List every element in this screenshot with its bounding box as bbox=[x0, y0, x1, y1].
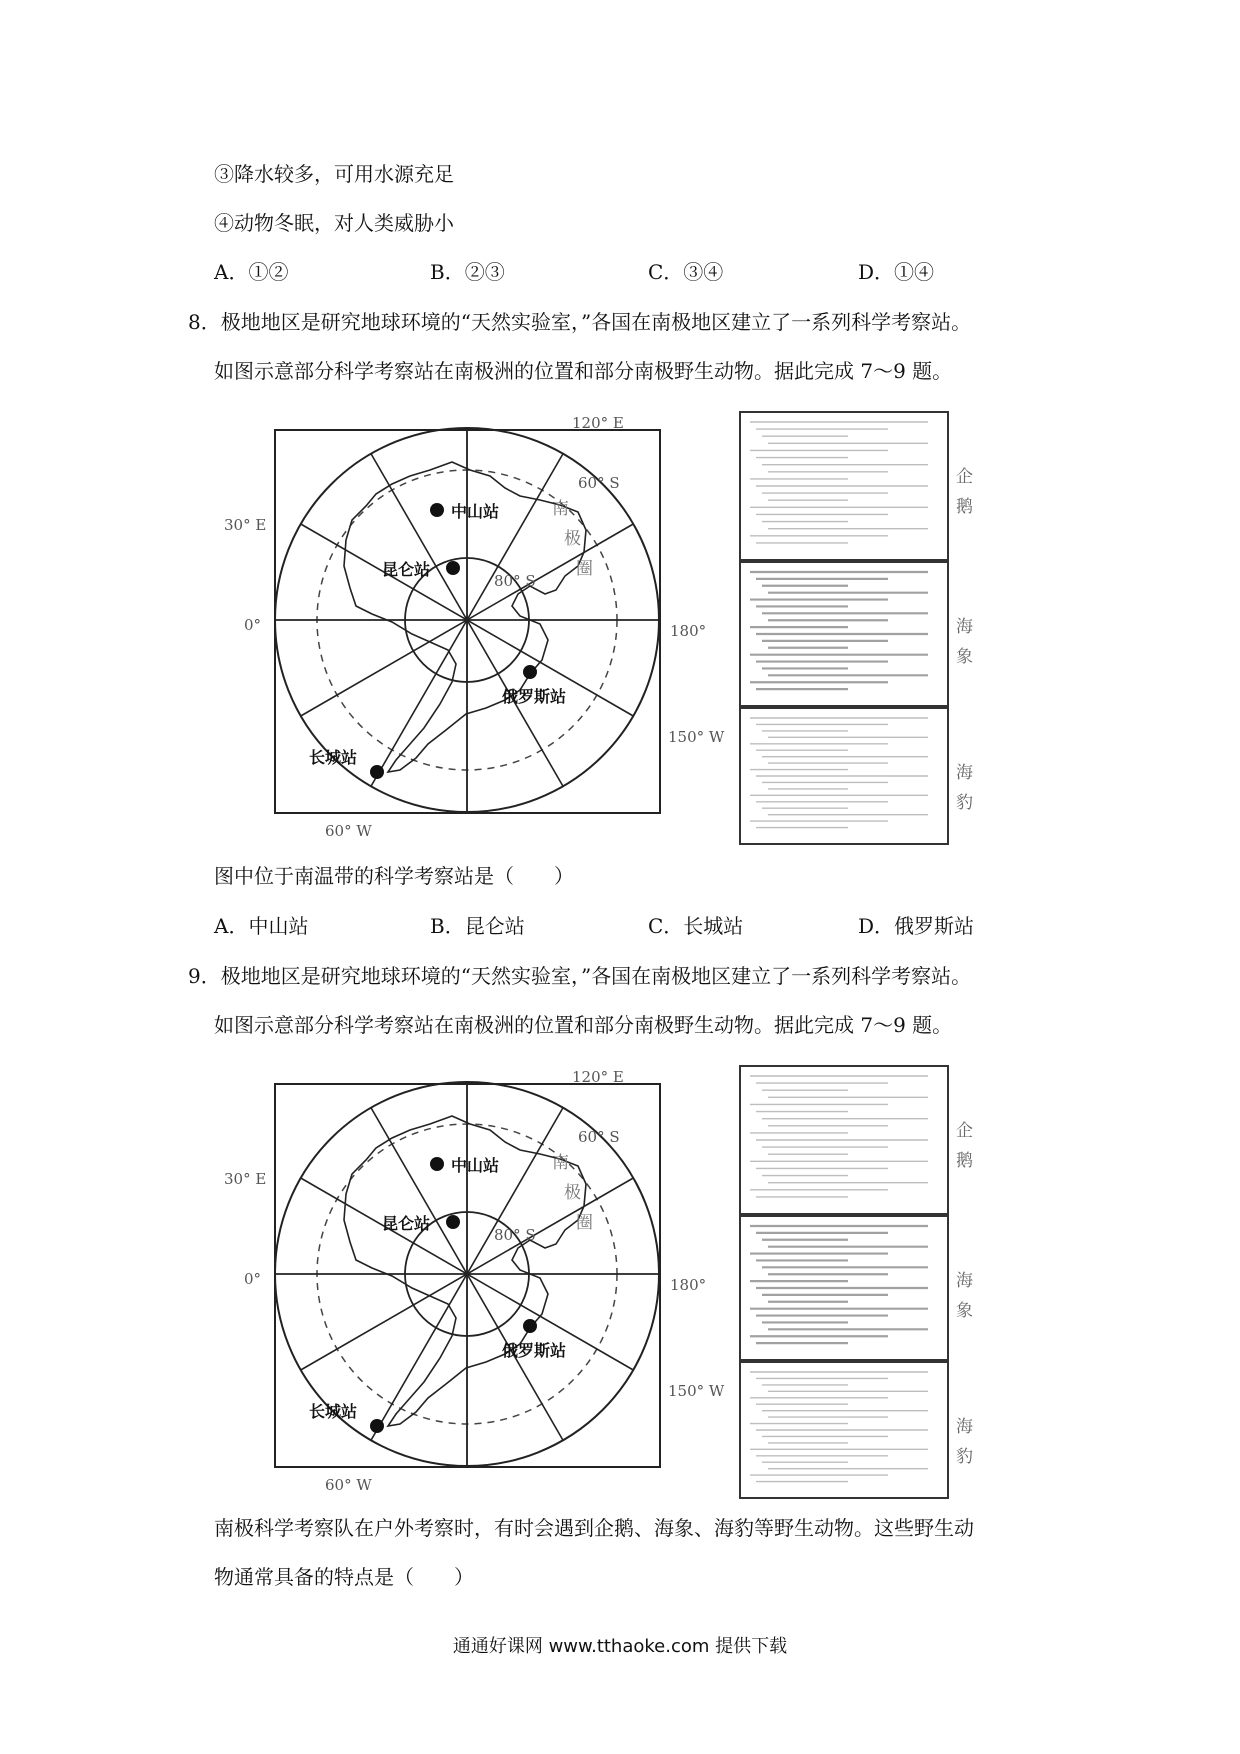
antarctic-circle-label-char: 南 bbox=[552, 1153, 569, 1173]
q8-stem-line1: 8．极地地区是研究地球环境的“天然实验室，”各国在南极地区建立了一系列科学考察站。 bbox=[188, 310, 972, 334]
lon-label-1: 30° E bbox=[224, 1170, 267, 1188]
q9-question-line2: 物通常具备的特点是（ ） bbox=[214, 1565, 474, 1589]
station-dot bbox=[523, 665, 537, 679]
antarctic-circle-label-char: 圈 bbox=[576, 559, 593, 579]
footer: 通通好课网 www.tthaoke.com 提供下载 bbox=[452, 1636, 788, 1657]
station-dot bbox=[446, 561, 460, 575]
q8-choice-d: D．俄罗斯站 bbox=[858, 914, 975, 938]
station-dot bbox=[370, 1419, 384, 1433]
station-label-0: 中山站 bbox=[451, 502, 500, 521]
q8-question: 图中位于南温带的科学考察站是（ ） bbox=[214, 864, 574, 888]
lon-label-5: 60° W bbox=[325, 1476, 372, 1494]
animal-label-char: 海 bbox=[956, 1271, 973, 1291]
station-dot bbox=[430, 503, 444, 517]
q8-choice-c: C．长城站 bbox=[648, 914, 744, 938]
station-label-1: 昆仑站 bbox=[382, 1214, 431, 1233]
animal-label-char: 豹 bbox=[956, 1447, 973, 1467]
animal-label-char: 豹 bbox=[956, 793, 973, 813]
lon-label-1: 30° E bbox=[224, 516, 267, 534]
antarctic-circle-label-char: 极 bbox=[564, 1183, 581, 1203]
choice-a: A．①② bbox=[214, 260, 289, 284]
choice-d: D．①④ bbox=[858, 260, 935, 284]
animal-label-char: 象 bbox=[956, 647, 973, 667]
animal-label-char: 海 bbox=[956, 763, 973, 783]
animal-label-char: 海 bbox=[956, 617, 973, 637]
option-item-4: ④动物冬眠，对人类威胁小 bbox=[214, 211, 454, 235]
animal-label-char: 鹅 bbox=[956, 497, 973, 517]
lon-label-3: 180° bbox=[670, 1276, 707, 1294]
animal-label-char: 企 bbox=[956, 1121, 973, 1141]
station-dot bbox=[523, 1319, 537, 1333]
lat-label-80s: 80° S bbox=[494, 572, 536, 590]
lon-label-4: 150° W bbox=[668, 728, 725, 746]
animal-label-char: 企 bbox=[956, 467, 973, 487]
lon-label-0: 120° E bbox=[572, 414, 624, 432]
choice-b: B．②③ bbox=[430, 260, 505, 284]
station-label-1: 昆仑站 bbox=[382, 560, 431, 579]
antarctic-circle-label-char: 南 bbox=[552, 499, 569, 519]
lat-label-60s: 60° S bbox=[578, 1128, 620, 1146]
q8-stem-line2: 如图示意部分科学考察站在南极洲的位置和部分南极野生动物。据此完成 7～9 题。 bbox=[214, 359, 953, 383]
animal-label-char: 鹅 bbox=[956, 1151, 973, 1171]
animal-label-char: 象 bbox=[956, 1301, 973, 1321]
station-dot bbox=[370, 765, 384, 779]
lon-label-2: 0° bbox=[244, 1270, 262, 1288]
q8-choice-b: B．昆仑站 bbox=[430, 914, 525, 938]
lon-label-0: 120° E bbox=[572, 1068, 624, 1086]
station-dot bbox=[446, 1215, 460, 1229]
animal-label-char: 海 bbox=[956, 1417, 973, 1437]
q9-stem-line1: 9．极地地区是研究地球环境的“天然实验室，”各国在南极地区建立了一系列科学考察站。 bbox=[188, 964, 972, 988]
figure-8 bbox=[224, 412, 973, 844]
station-label-2: 俄罗斯站 bbox=[502, 687, 567, 706]
choice-c: C．③④ bbox=[648, 260, 724, 284]
station-label-3: 长城站 bbox=[309, 1402, 358, 1421]
figure-9 bbox=[224, 1066, 973, 1498]
option-item-3: ③降水较多，可用水源充足 bbox=[214, 162, 454, 186]
lon-label-3: 180° bbox=[670, 622, 707, 640]
lat-label-80s: 80° S bbox=[494, 1226, 536, 1244]
station-label-0: 中山站 bbox=[451, 1156, 500, 1175]
station-label-3: 长城站 bbox=[309, 748, 358, 767]
lon-label-4: 150° W bbox=[668, 1382, 725, 1400]
q8-choice-a: A．中山站 bbox=[214, 914, 309, 938]
q9-stem-line2: 如图示意部分科学考察站在南极洲的位置和部分南极野生动物。据此完成 7～9 题。 bbox=[214, 1013, 953, 1037]
station-label-2: 俄罗斯站 bbox=[502, 1341, 567, 1360]
station-dot bbox=[430, 1157, 444, 1171]
lat-label-60s: 60° S bbox=[578, 474, 620, 492]
lon-label-5: 60° W bbox=[325, 822, 372, 840]
lon-label-2: 0° bbox=[244, 616, 262, 634]
antarctic-circle-label-char: 圈 bbox=[576, 1213, 593, 1233]
antarctic-circle-label-char: 极 bbox=[564, 529, 581, 549]
q9-question-line1: 南极科学考察队在户外考察时，有时会遇到企鹅、海象、海豹等野生动物。这些野生动 bbox=[214, 1516, 974, 1540]
